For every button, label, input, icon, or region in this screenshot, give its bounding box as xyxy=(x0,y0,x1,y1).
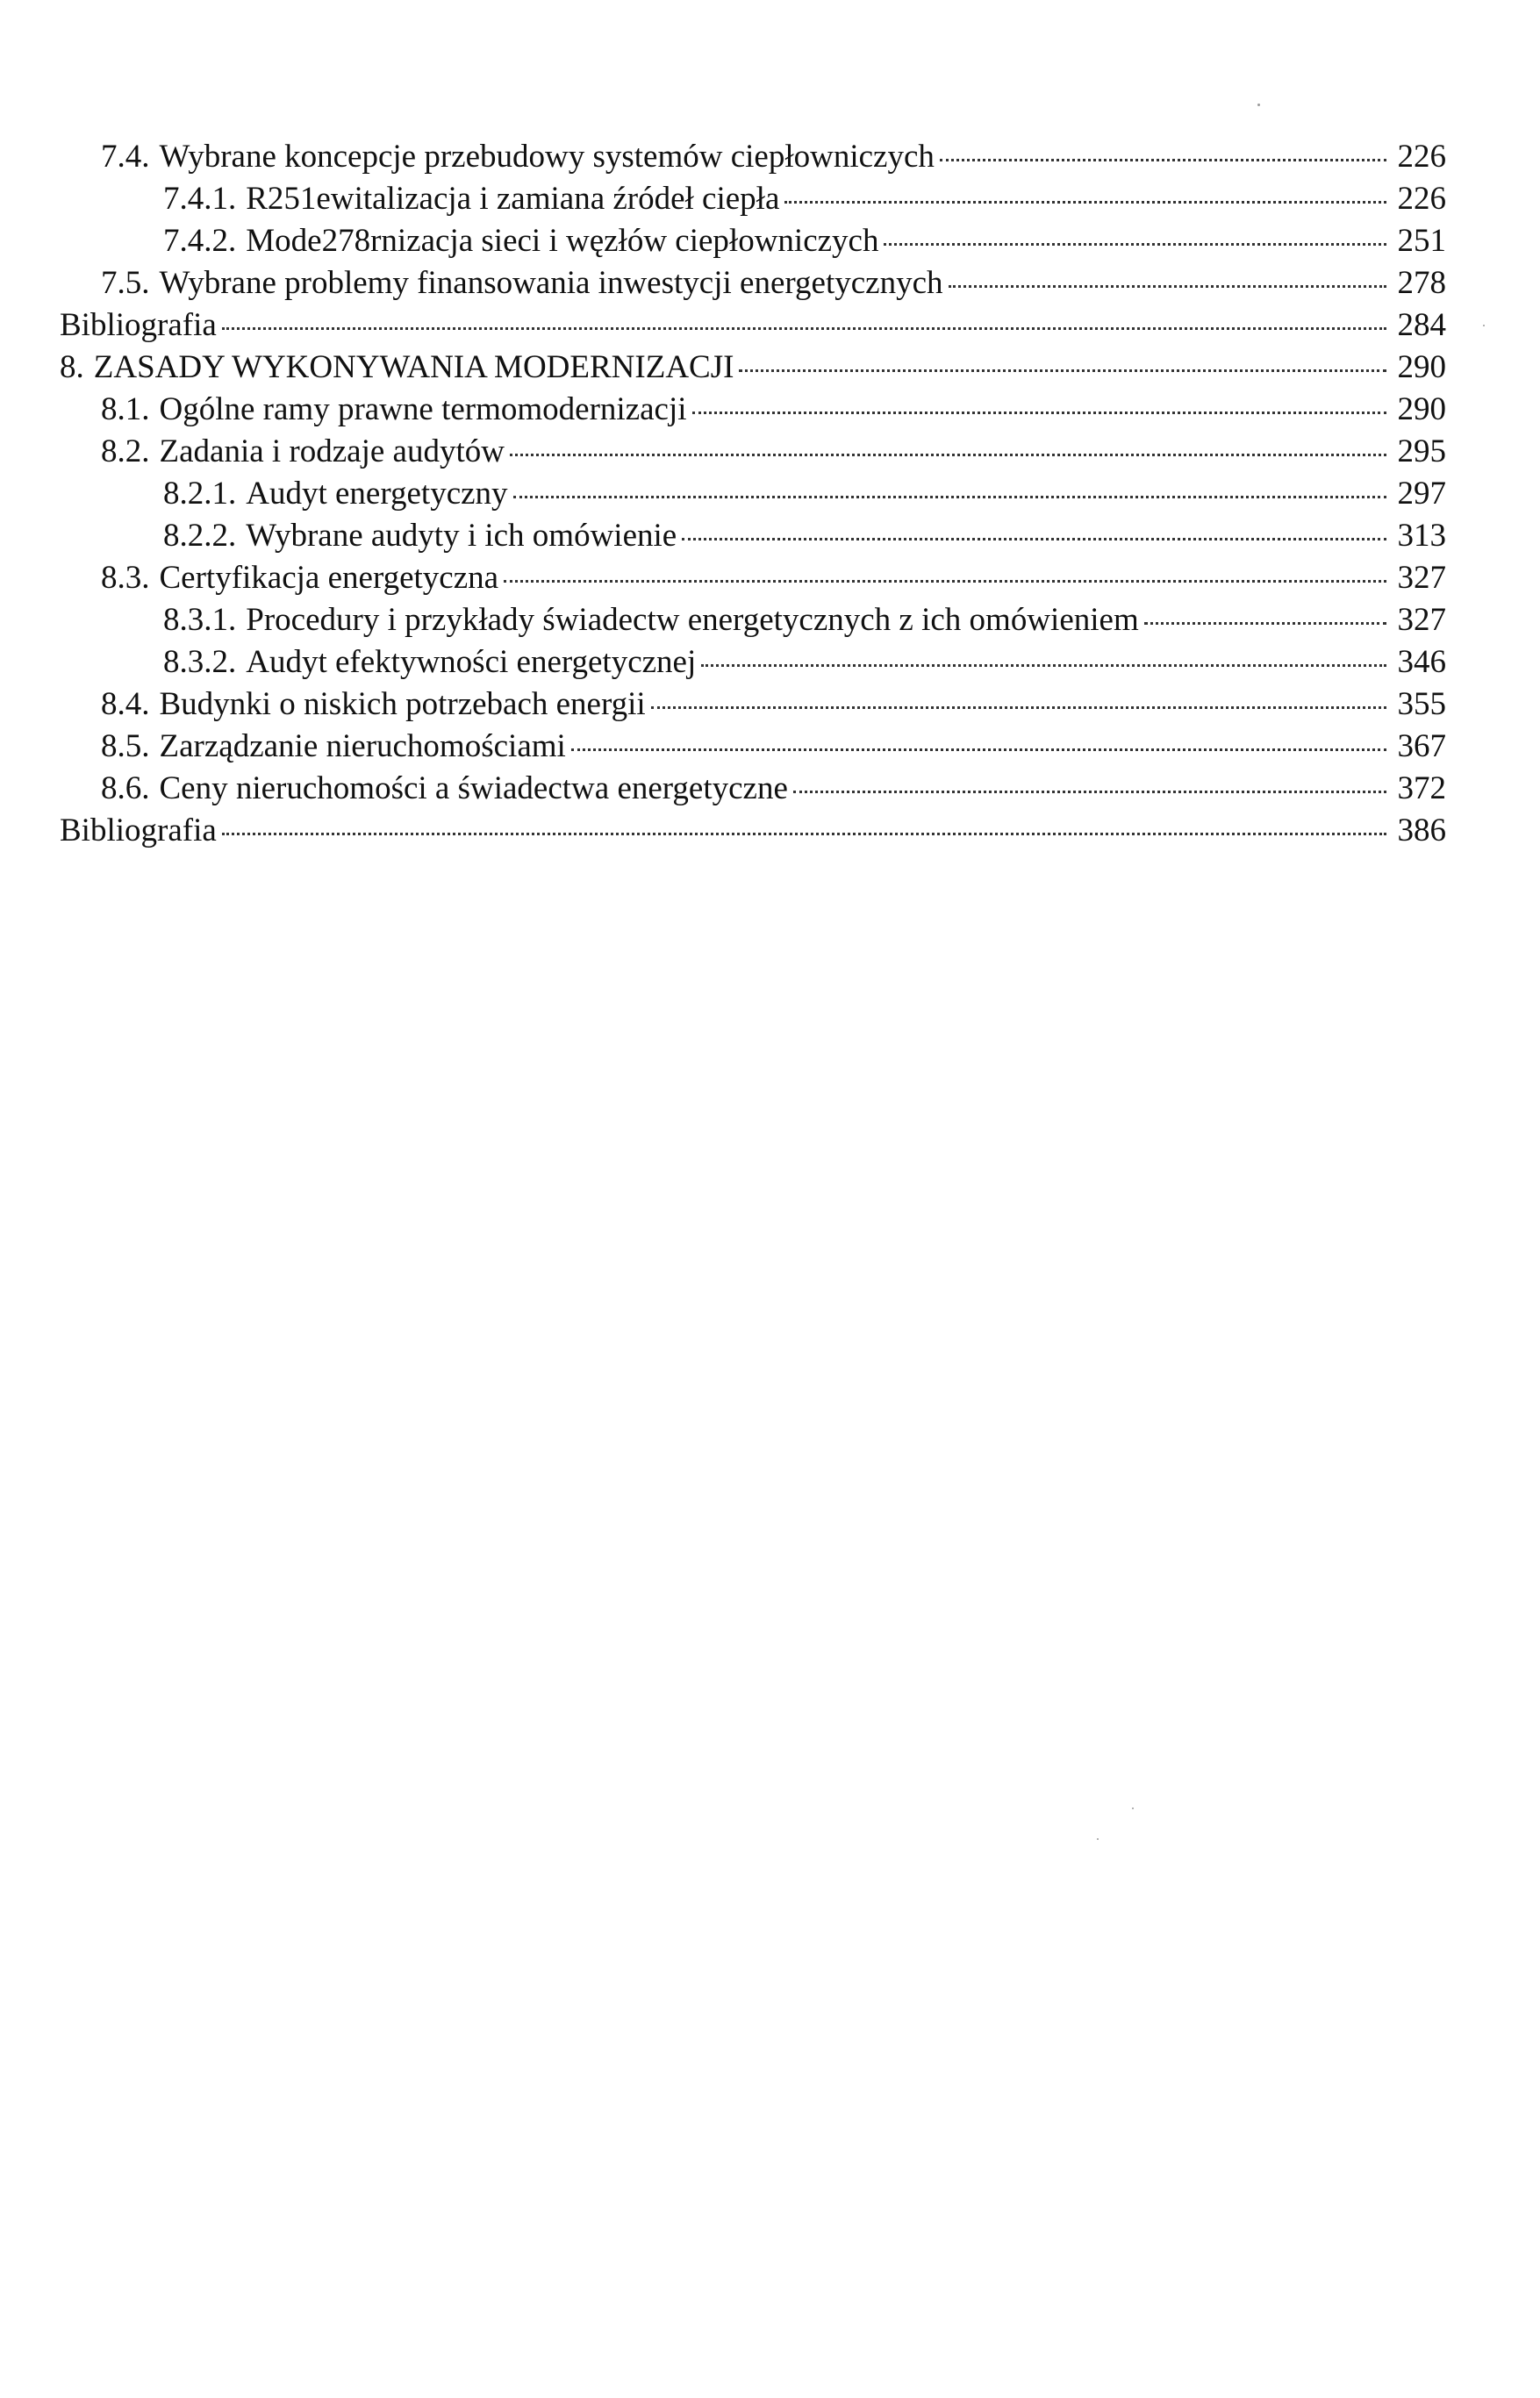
toc-entry xyxy=(60,726,1446,768)
toc-entry-title: Bibliografia xyxy=(60,812,217,848)
toc-entry-number: 8.3.1. xyxy=(163,602,237,638)
toc-entry xyxy=(60,178,1446,220)
toc-entry xyxy=(60,304,1446,347)
toc-entry-title: Bibliografia xyxy=(60,307,217,343)
toc-entry-page-number: 367 xyxy=(1397,728,1446,764)
toc-entry-number: 7.5. xyxy=(101,265,150,301)
toc-entry-title: R251ewitalizacja i zamiana źródeł ciepła xyxy=(246,181,780,217)
toc-entry-title: Ceny nieruchomości a świadectwa energetyczne xyxy=(159,770,788,806)
dot-leader xyxy=(949,283,1387,288)
toc-entry-title: Audyt efektywności energetycznej xyxy=(246,644,697,680)
dot-leader xyxy=(513,494,1386,498)
toc-entry-number: 8.3.2. xyxy=(163,644,237,680)
dot-leader xyxy=(682,536,1386,540)
toc-entry-title: Procedury i przykłady świadectw energetycznych z ich omówieniem xyxy=(246,602,1139,638)
toc-entry-number: 8.2. xyxy=(101,433,150,469)
toc-entry xyxy=(60,262,1446,304)
toc-entry xyxy=(60,136,1446,178)
dot-leader xyxy=(739,368,1386,372)
toc-entry-title: Budynki o niskich potrzebach energii xyxy=(159,686,646,722)
toc-entry xyxy=(60,768,1446,810)
toc-entry-title: Wybrane problemy finansowania inwestycji energetycznych xyxy=(159,265,943,301)
toc-entry-page-number: 327 xyxy=(1397,602,1446,638)
toc-entry-title: Zarządzanie nieruchomościami xyxy=(159,728,566,764)
toc-entry xyxy=(60,220,1446,262)
dot-leader xyxy=(793,789,1386,793)
toc-entry xyxy=(60,389,1446,431)
dot-leader xyxy=(504,578,1386,583)
toc-entry-page-number: 284 xyxy=(1397,307,1446,343)
toc-entry-number: 8. xyxy=(60,349,84,385)
toc-entry-number: 8.2.1. xyxy=(163,476,237,512)
scan-speck xyxy=(1097,1838,1099,1840)
toc-entry-page-number: 372 xyxy=(1397,770,1446,806)
dot-leader xyxy=(692,410,1386,414)
dot-leader xyxy=(784,199,1386,204)
toc-entry-title: Zadania i rodzaje audytów xyxy=(159,433,505,469)
toc-entry-number: 8.4. xyxy=(101,686,150,722)
toc-entry-number: 8.3. xyxy=(101,560,150,596)
toc-entry xyxy=(60,557,1446,599)
dot-leader xyxy=(510,452,1386,456)
dot-leader xyxy=(222,831,1386,835)
toc-entry-page-number: 327 xyxy=(1397,560,1446,596)
toc-entry-number: 7.4.2. xyxy=(163,223,237,259)
toc-entry xyxy=(60,810,1446,852)
toc-entry-page-number: 355 xyxy=(1397,686,1446,722)
scan-speck xyxy=(1132,1807,1134,1809)
dot-leader xyxy=(701,662,1386,667)
toc-entry xyxy=(60,641,1446,684)
scan-speck xyxy=(1257,104,1260,106)
toc-entry xyxy=(60,684,1446,726)
toc-entry-title: Wybrane audyty i ich omówienie xyxy=(246,518,677,554)
toc-entry xyxy=(60,431,1446,473)
toc-entry-title: Ogólne ramy prawne termomodernizacji xyxy=(159,391,687,427)
toc-entry-title: Certyfikacja energetyczna xyxy=(159,560,499,596)
scan-speck xyxy=(1483,325,1485,326)
dot-leader xyxy=(940,157,1386,161)
dot-leader xyxy=(884,241,1386,246)
toc-entry-page-number: 313 xyxy=(1397,518,1446,554)
dot-leader xyxy=(571,747,1386,751)
toc-entry xyxy=(60,473,1446,515)
toc-entry-page-number: 290 xyxy=(1397,349,1446,385)
toc-entry-page-number: 386 xyxy=(1397,812,1446,848)
toc-entry-page-number: 346 xyxy=(1397,644,1446,680)
toc-entry xyxy=(60,599,1446,641)
toc-entry-page-number: 251 xyxy=(1397,223,1446,259)
toc-entry-number: 8.1. xyxy=(101,391,150,427)
dot-leader xyxy=(222,326,1386,330)
toc-entry-page-number: 226 xyxy=(1397,181,1446,217)
toc-entry xyxy=(60,347,1446,389)
toc-entry-number: 8.6. xyxy=(101,770,150,806)
toc-entry-page-number: 278 xyxy=(1397,265,1446,301)
toc-entry-number: 7.4. xyxy=(101,139,150,175)
dot-leader xyxy=(651,705,1386,709)
toc-entry-title: Mode278rnizacja sieci i węzłów ciepłowniczych xyxy=(246,223,879,259)
toc-entry-page-number: 226 xyxy=(1397,139,1446,175)
toc-entry-title: Wybrane koncepcje przebudowy systemów ciepłowniczych xyxy=(159,139,935,175)
toc-entry-number: 8.2.2. xyxy=(163,518,237,554)
toc-entry-number: 8.5. xyxy=(101,728,150,764)
table-of-contents xyxy=(60,136,1446,852)
dot-leader xyxy=(1144,620,1386,625)
toc-entry-title: ZASADY WYKONYWANIA MODERNIZACJI xyxy=(93,349,734,385)
toc-entry xyxy=(60,515,1446,557)
toc-entry-title: Audyt energetyczny xyxy=(246,476,508,512)
toc-entry-page-number: 290 xyxy=(1397,391,1446,427)
toc-entry-page-number: 295 xyxy=(1397,433,1446,469)
toc-entry-page-number: 297 xyxy=(1397,476,1446,512)
toc-entry-number: 7.4.1. xyxy=(163,181,237,217)
